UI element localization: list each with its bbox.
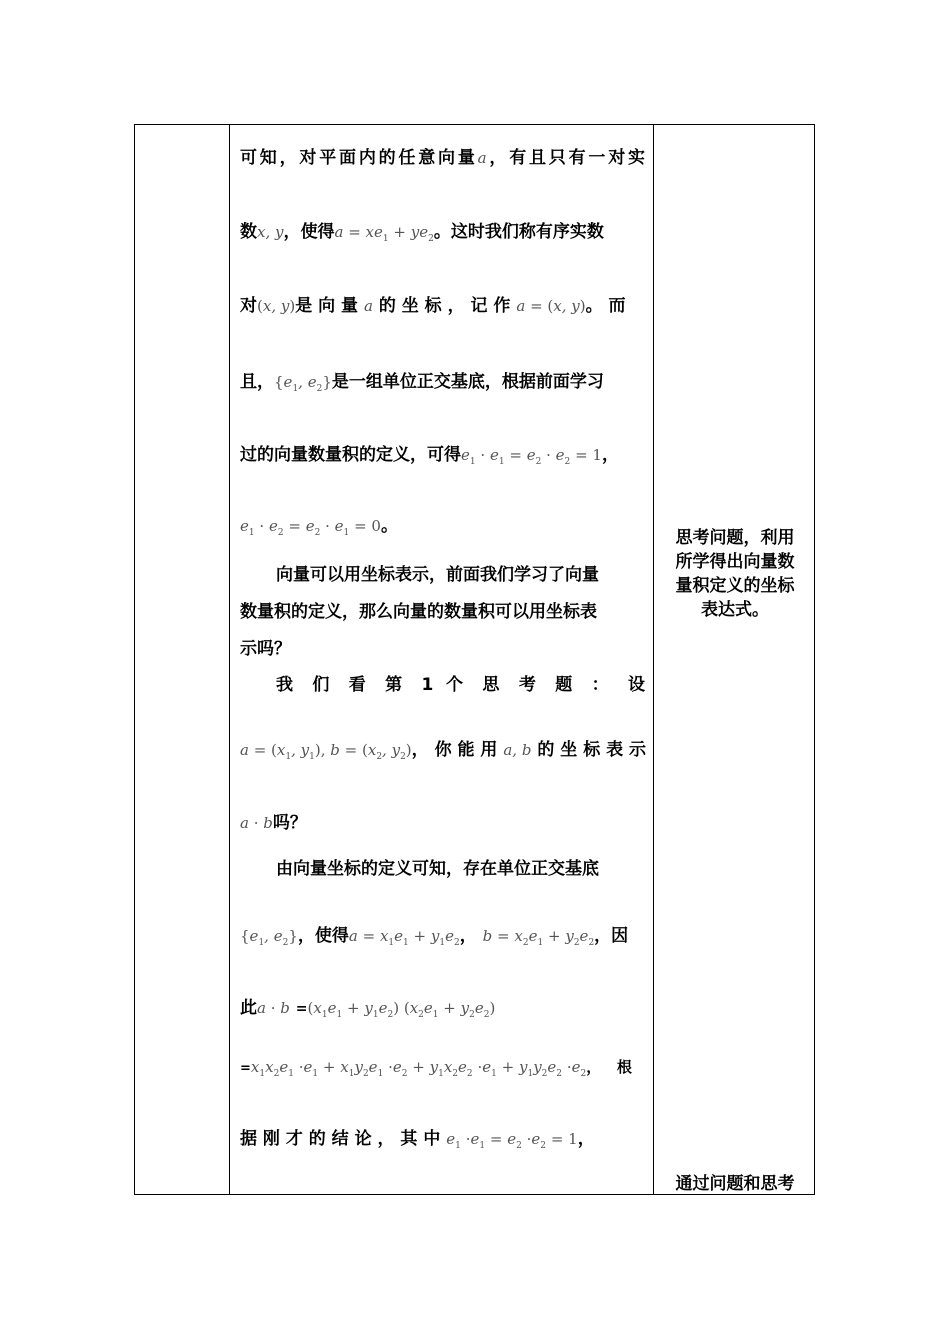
text-line-14: {$e_1$, $e_2$}，使得$a = x_1e_1 + y_1e_2$， $b = x_2e_1 + y_2e_2$，因 [240,926,629,948]
text-line-3: 对(x, y)是 向 量 a 的 坐 标 ， 记 作 a = (x, y)。 而 [240,296,626,316]
text-line-15: 此$a \cdot b =(x_1e_1 + y_1e_2) (x_2e_1 + y_2e_2)$ [240,998,496,1020]
text-line-4: 且，{$e_1$, $e_2$}是一组单位正交基底，根据前面学习 [240,372,604,394]
text-line-12: a · b吗？ [240,813,307,833]
text-line-5: 过的向量数量积的定义，可得$e_1 \cdot e_1 = e_2 \cdot e_2 = 1$， [240,445,619,467]
text-line-9: 示吗？ [240,639,291,659]
text-line-7: 向量可以用坐标表示，前面我们学习了向量 [276,565,599,585]
text-line-1: 可知，对平面内的任意向量a，有且只有一对实 [240,148,646,168]
column-divider-1 [229,125,230,1194]
column-divider-2 [653,125,654,1194]
text-line-2: 数x, y，使得$a = xe_1 + ye_2$。这时我们称有序实数 [240,222,604,244]
text-line-17: 据 刚 才 的 结 论 ， 其 中 $e_1 \cdot e_1 = e_2 \cdot e_2 = 1$， [240,1129,595,1151]
text-line-16: $=x_1x_2e_1 \cdot e_1 + x_1y_2e_1 \cdot e_2 + y_1x_2e_2 \cdot e_1 + y_1y_2e_2 \cdot e_2$， 根 [240,1058,632,1079]
right-column-note: 思考问题，利用 所学得出向量数 量积定义的坐标 表达式。 [675,528,795,620]
right-column-note-2: 通过问题和思考 [675,1174,795,1194]
text-line-8: 数量积的定义，那么向量的数量积可以用坐标表 [240,602,597,622]
text-line-13: 由向量坐标的定义可知，存在单位正交基底 [276,859,599,879]
text-line-10: 我 们 看 第 1 个 思 考 题 ： 设 [276,675,645,695]
text-line-6: $e_1 \cdot e_2 = e_2 \cdot e_1 = 0$。 [240,516,398,538]
text-line-11: $a = (x_1$, $y_1$), $b = (x_2$, $y_2$)， 你 能 用 a, b 的 坐 标 表 示 [240,740,647,762]
